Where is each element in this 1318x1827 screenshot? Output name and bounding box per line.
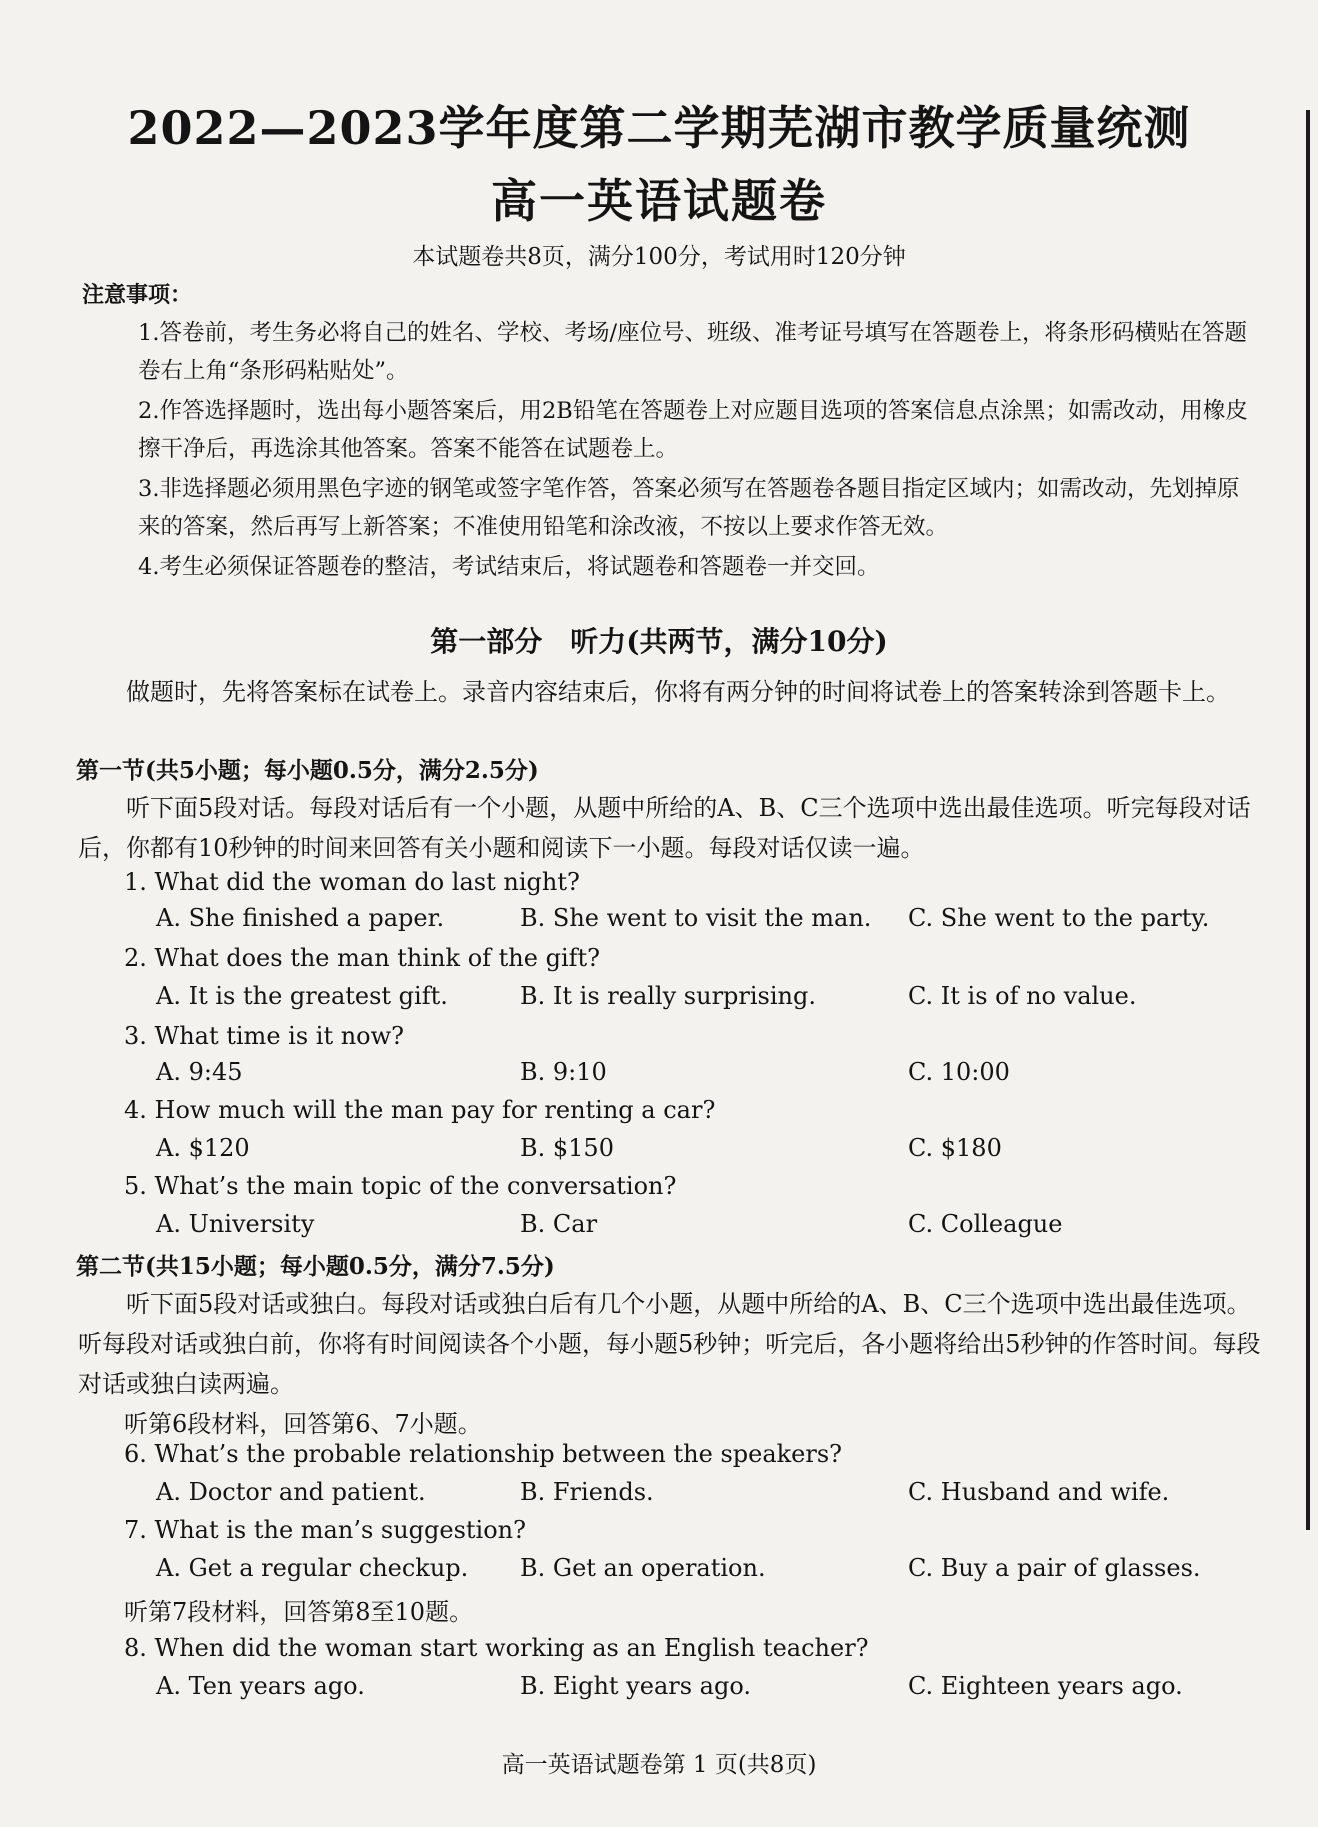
q7-option-b: B. Get an operation. [520, 1554, 766, 1582]
q4-option-a: A. $120 [156, 1134, 250, 1162]
section1-instruction: 听下面5段对话。每段对话后有一个小题，从题中所给的A、B、C三个选项中选出最佳选项。听完每段对话后，你都有10秒钟的时间来回答有关小题和阅读下一小题。每段对话仅读一遍。 [78, 794, 1251, 862]
page-footer: 高一英语试题卷第 1 页(共8页) [501, 1752, 817, 1778]
question-2: 2. What does the man think of the gift? [124, 944, 601, 972]
section1-heading: 第一节(共5小题；每小题0.5分，满分2.5分) [76, 757, 539, 784]
q6-option-b: B. Friends. [520, 1478, 654, 1506]
part1-instruction: 做题时，先将答案标在试卷上。录音内容结束后，你将有两分钟的时间将试卷上的答案转涂到答题卡上。 [126, 678, 1230, 706]
q4-option-b: B. $150 [520, 1134, 614, 1162]
q5-option-b: B. Car [520, 1210, 598, 1238]
question-7: 7. What is the man’s suggestion? [124, 1516, 526, 1544]
q2-option-c: C. It is of no value. [908, 982, 1137, 1010]
page-edge-shadow [1306, 110, 1310, 1530]
q4-option-c: C. $180 [908, 1134, 1002, 1162]
part1-heading: 第一部分 听力(共两节，满分10分) [430, 625, 888, 658]
q3-option-c: C. 10:00 [908, 1058, 1010, 1086]
notice-item: 2.作答选择题时，选出每小题答案后，用2B铅笔在答题卷上对应题目选项的答案信息点涂黑；如需改动，用橡皮擦干净后，再选涂其他答案。答案不能答在试题卷上。 [138, 398, 1248, 462]
q1-option-b: B. She went to visit the man. [520, 904, 872, 932]
notice-item: 1.答卷前，考生务必将自己的姓名、学校、考场/座位号、班级、准考证号填写在答题卷上，将条形码横贴在答题卷右上角“条形码粘贴处”。 [138, 320, 1248, 384]
question-5: 5. What’s the main topic of the conversation? [124, 1172, 677, 1200]
q1-option-a: A. She finished a paper. [156, 904, 445, 932]
question-1: 1. What did the woman do last night? [124, 868, 580, 896]
exam-title-line2: 高一英语试题卷 [491, 174, 827, 228]
q8-option-a: A. Ten years ago. [156, 1672, 365, 1700]
question-3: 3. What time is it now? [124, 1022, 405, 1050]
notice-item: 4.考生必须保证答题卷的整洁，考试结束后，将试题卷和答题卷一并交回。 [138, 554, 880, 580]
section2-instruction: 听下面5段对话或独白。每段对话或独白后有几个小题，从题中所给的A、B、C三个选项中选出最佳选项。听每段对话或独白前，你将有时间阅读各个小题，每小题5秒钟；听完后，各小题将给出5秒钟的作答时间。每段对话或独白读两遍。 [78, 1290, 1261, 1398]
q3-option-b: B. 9:10 [520, 1058, 607, 1086]
question-6: 6. What’s the probable relationship between the speakers? [124, 1440, 843, 1468]
q1-option-c: C. She went to the party. [908, 904, 1210, 932]
notice-item: 3.非选择题必须用黑色字迹的钢笔或签字笔作答，答案必须写在答题卷各题目指定区域内；如需改动，先划掉原来的答案，然后再写上新答案；不准使用铅笔和涂改液，不按以上要求作答无效。 [138, 476, 1240, 540]
q6-option-c: C. Husband and wife. [908, 1478, 1170, 1506]
notice-list [138, 314, 1258, 588]
q3-option-a: A. 9:45 [156, 1058, 243, 1086]
q7-option-a: A. Get a regular checkup. [156, 1554, 469, 1582]
notice-heading: 注意事项： [82, 282, 193, 308]
q5-option-a: A. University [156, 1210, 315, 1238]
material-7-note: 听第7段材料，回答第8至10题。 [124, 1598, 474, 1626]
exam-subtitle: 本试题卷共8页，满分100分，考试用时120分钟 [412, 244, 906, 270]
q8-option-b: B. Eight years ago. [520, 1672, 751, 1700]
q7-option-c: C. Buy a pair of glasses. [908, 1554, 1201, 1582]
question-8: 8. When did the woman start working as an English teacher? [124, 1634, 869, 1662]
q5-option-c: C. Colleague [908, 1210, 1063, 1238]
section2-heading: 第二节(共15小题；每小题0.5分，满分7.5分) [76, 1253, 555, 1280]
q6-option-a: A. Doctor and patient. [156, 1478, 426, 1506]
material-6-note: 听第6段材料，回答第6、7小题。 [124, 1410, 482, 1438]
question-4: 4. How much will the man pay for renting a car? [124, 1096, 716, 1124]
q8-option-c: C. Eighteen years ago. [908, 1672, 1183, 1700]
q2-option-b: B. It is really surprising. [520, 982, 816, 1010]
exam-title-line1: 2022—2023学年度第二学期芜湖市教学质量统测 [127, 101, 1191, 155]
q2-option-a: A. It is the greatest gift. [156, 982, 448, 1010]
